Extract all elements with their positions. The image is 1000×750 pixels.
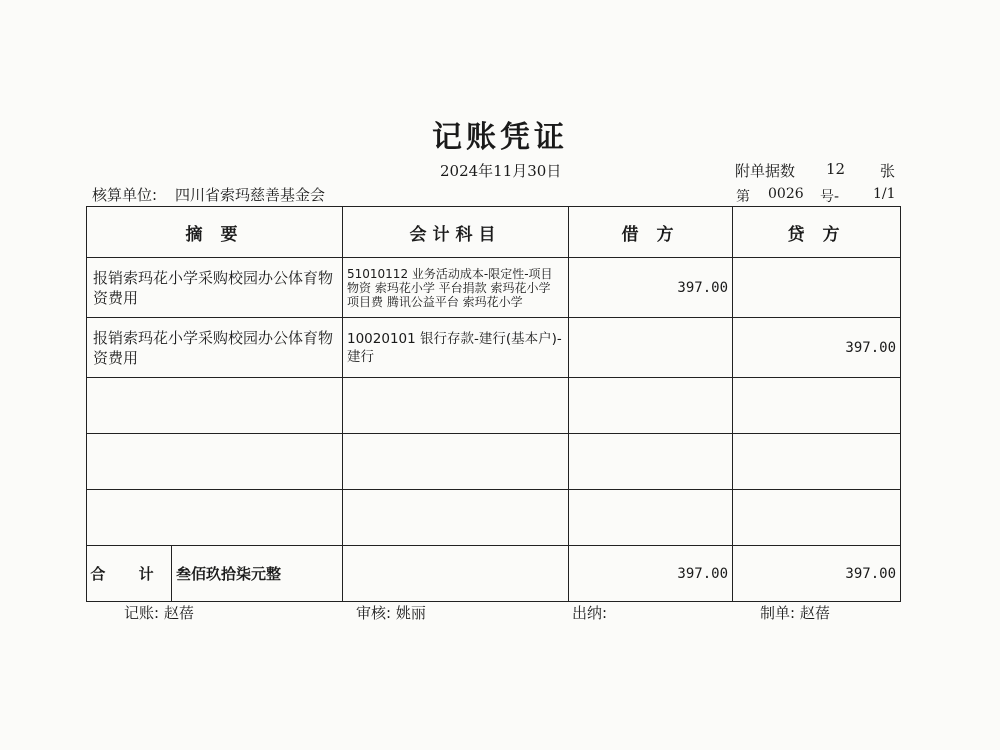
total-cell xyxy=(87,546,343,602)
attachments-label: 附单据数 xyxy=(735,162,796,180)
header-summary: 摘 要 xyxy=(87,207,343,258)
reviewer-signature xyxy=(356,602,426,623)
preparer-signature xyxy=(760,602,830,623)
bookkeeper-signature xyxy=(124,602,194,623)
row-credit: 397.00 xyxy=(733,318,901,378)
empty-row xyxy=(87,378,901,434)
preparer-label: 制单: xyxy=(760,604,796,622)
attachments-count: 12 xyxy=(826,160,846,178)
cashier-signature xyxy=(572,602,607,623)
table-row xyxy=(87,258,901,318)
voucher-table xyxy=(86,206,901,602)
row-account: 10020101 银行存款-建行(基本户)-建行 xyxy=(343,318,569,378)
attachments-unit: 张 xyxy=(880,162,896,180)
reviewer-label: 审核: xyxy=(356,604,392,622)
bookkeeper-name: 赵蓓 xyxy=(163,604,194,622)
reviewer-name: 姚丽 xyxy=(395,604,426,622)
total-debit: 397.00 xyxy=(569,546,733,602)
row-account: 51010112 业务活动成本-限定性-项目物资 索玛花小学 平台捐款 索玛花小学 项目费 腾讯公益平台 索玛花小学 xyxy=(343,258,569,318)
row-credit xyxy=(733,258,901,318)
empty-row xyxy=(87,434,901,490)
table-row xyxy=(87,318,901,378)
total-credit: 397.00 xyxy=(733,546,901,602)
voucher-page-count: 1/1 xyxy=(873,186,896,202)
empty-row xyxy=(87,490,901,546)
voucher-number-suffix: 号- xyxy=(820,189,840,205)
row-debit xyxy=(569,318,733,378)
total-amount-words: 叁佰玖拾柒元整 xyxy=(176,565,282,583)
total-row xyxy=(87,546,901,602)
row-summary: 报销索玛花小学采购校园办公体育物资费用 xyxy=(87,318,343,378)
row-debit: 397.00 xyxy=(569,258,733,318)
row-summary: 报销索玛花小学采购校园办公体育物资费用 xyxy=(87,258,343,318)
total-label: 合 计 xyxy=(87,546,172,601)
voucher-title: 记账凭证 xyxy=(432,120,568,155)
cashier-label: 出纳: xyxy=(572,604,608,622)
accounting-unit-name: 四川省索玛慈善基金会 xyxy=(175,186,326,204)
header-credit: 贷 方 xyxy=(733,207,901,258)
header-debit: 借 方 xyxy=(569,207,733,258)
voucher-number: 0026 xyxy=(768,186,804,202)
voucher-number-prefix: 第 xyxy=(736,189,750,205)
accounting-unit-label: 核算单位: xyxy=(92,186,158,204)
preparer-name: 赵蓓 xyxy=(799,604,830,622)
voucher-date: 2024年11月30日 xyxy=(440,162,562,180)
table-header-row xyxy=(87,207,901,258)
header-account: 会计科目 xyxy=(343,207,569,258)
bookkeeper-label: 记账: xyxy=(124,604,160,622)
